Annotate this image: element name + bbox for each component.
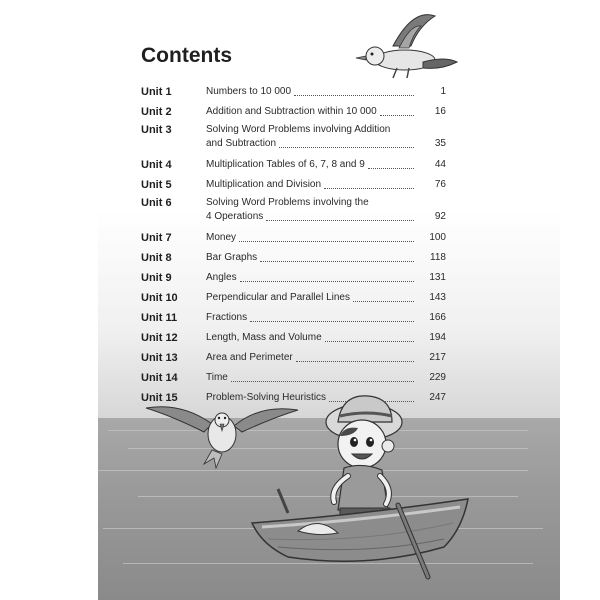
leader-dots [368, 168, 414, 169]
leader-dots [296, 361, 414, 362]
topic [206, 251, 418, 265]
unit-label: Unit 12 [141, 332, 178, 344]
page-number: 76 [434, 179, 446, 190]
unit-title-line2: and Subtraction [206, 138, 277, 149]
unit-label: Unit 9 [141, 272, 172, 284]
unit-label: Unit 5 [141, 179, 172, 191]
unit-label: Unit 1 [141, 86, 172, 98]
leader-dots [260, 261, 414, 262]
toc-row[interactable] [141, 305, 446, 325]
leader-dots [294, 95, 414, 96]
unit-title: Multiplication Tables of 6, 7, 8 and 9 [206, 159, 365, 170]
unit-title: Length, Mass and Volume [206, 332, 322, 343]
toc-row[interactable] [141, 225, 446, 245]
page-number: 16 [434, 106, 446, 117]
unit-title: Angles [206, 272, 237, 283]
toc-row[interactable] [141, 325, 446, 345]
page-number: 44 [434, 159, 446, 170]
unit-title-line2: 4 Operations [206, 211, 264, 222]
toc-row[interactable] [141, 152, 446, 172]
topic [206, 291, 418, 305]
topic [206, 371, 418, 385]
unit-label: Unit 4 [141, 159, 172, 171]
leader-dots [250, 321, 414, 322]
unit-title: Bar Graphs [206, 252, 258, 263]
leader-dots [231, 381, 414, 382]
table-of-contents [141, 79, 446, 405]
topic [206, 351, 418, 365]
unit-label: Unit 8 [141, 252, 172, 264]
toc-row[interactable] [141, 245, 446, 265]
topic [206, 158, 418, 172]
unit-label: Unit 13 [141, 352, 178, 364]
unit-title: Numbers to 10 000 [206, 86, 292, 97]
seagull-icon [353, 12, 463, 84]
page-number: 229 [429, 372, 446, 383]
toc-row[interactable] [141, 172, 446, 192]
toc-row[interactable] [141, 99, 446, 119]
leader-dots [380, 115, 414, 116]
page-number: 131 [429, 272, 446, 283]
topic [206, 85, 418, 99]
page-number: 166 [429, 312, 446, 323]
toc-row[interactable] [141, 345, 446, 365]
leader-dots [266, 220, 414, 221]
unit-title: Time [206, 372, 228, 383]
unit-label: Unit 14 [141, 372, 178, 384]
unit-title: Solving Word Problems involving the [206, 197, 369, 208]
toc-row[interactable] [141, 79, 446, 99]
topic [206, 331, 418, 345]
topic [206, 231, 418, 245]
unit-title: Multiplication and Division [206, 179, 322, 190]
toc-row[interactable] [141, 265, 446, 285]
leader-dots [325, 341, 414, 342]
page-number: 143 [429, 292, 446, 303]
unit-title: Problem-Solving Heuristics [206, 392, 327, 403]
topic [206, 311, 418, 325]
toc-row[interactable] [141, 192, 446, 225]
page-number: 194 [429, 332, 446, 343]
unit-label: Unit 3 [141, 124, 172, 136]
page-number: 92 [434, 211, 446, 222]
unit-label: Unit 6 [141, 197, 172, 209]
unit-label: Unit 10 [141, 292, 178, 304]
unit-label: Unit 15 [141, 392, 178, 404]
page-number: 100 [429, 232, 446, 243]
leader-dots [279, 147, 414, 148]
topic [206, 123, 418, 151]
contents-page [98, 0, 560, 600]
leader-dots [324, 188, 414, 189]
page-number: 247 [429, 392, 446, 403]
unit-title: Money [206, 232, 237, 243]
page-number: 217 [429, 352, 446, 363]
page-number: 35 [434, 138, 446, 149]
toc-row[interactable] [141, 365, 446, 385]
unit-title: Perpendicular and Parallel Lines [206, 292, 350, 303]
topic [206, 196, 418, 224]
leader-dots [239, 241, 414, 242]
unit-title: Fractions [206, 312, 248, 323]
unit-title: Area and Perimeter [206, 352, 293, 363]
seagull-icon [142, 398, 302, 470]
page-number: 118 [430, 252, 446, 263]
topic [206, 105, 418, 119]
leader-dots [240, 281, 414, 282]
leader-dots [353, 301, 414, 302]
page-number: 1 [440, 86, 446, 97]
topic [206, 271, 418, 285]
page-title: Contents [141, 44, 232, 67]
unit-label: Unit 7 [141, 232, 172, 244]
toc-row[interactable] [141, 285, 446, 305]
topic [206, 178, 418, 192]
rowboat-icon [248, 485, 478, 585]
unit-label: Unit 11 [141, 312, 178, 324]
toc-row[interactable] [141, 119, 446, 152]
unit-title: Addition and Subtraction within 10 000 [206, 106, 377, 117]
unit-title: Solving Word Problems involving Addition [206, 124, 391, 135]
unit-label: Unit 2 [141, 106, 172, 118]
